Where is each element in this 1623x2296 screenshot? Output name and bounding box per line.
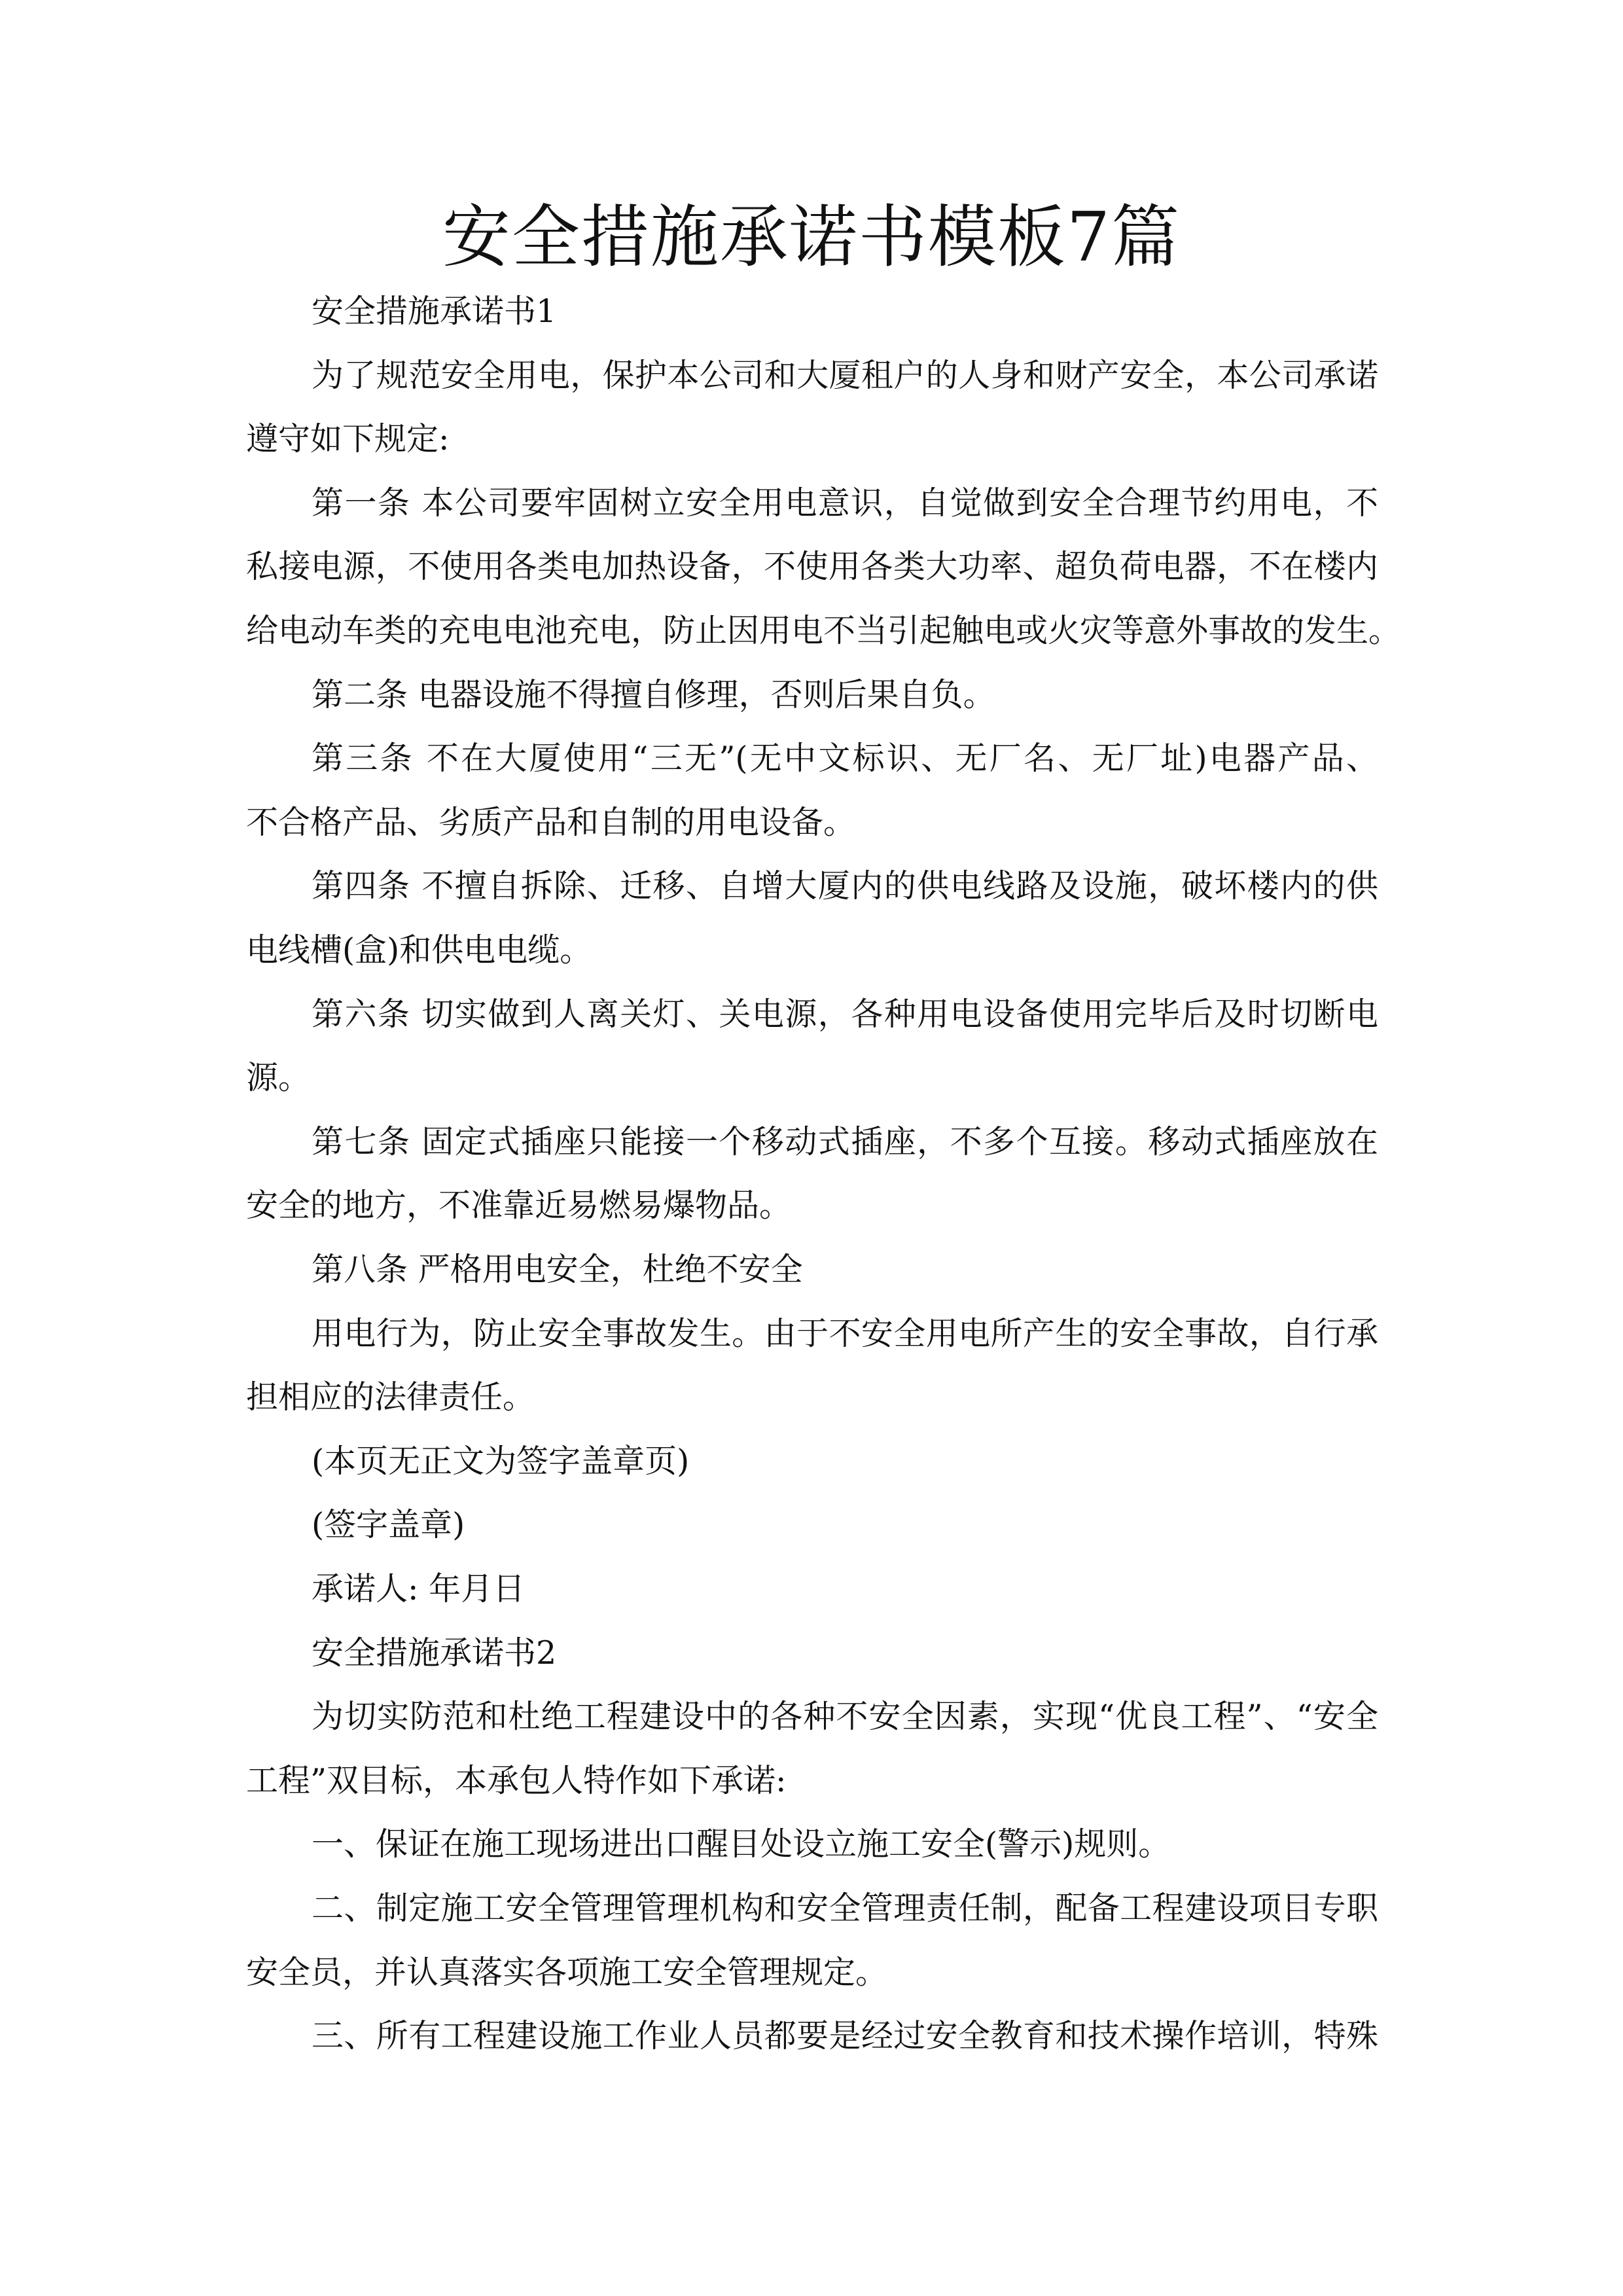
- paragraph-line: 第二条 电器设施不得擅自修理，否则后果自负。: [312, 675, 995, 713]
- paragraph-line: 电线槽(盒)和供电电缆。: [246, 931, 592, 969]
- paragraph-line: 安全员，并认真落实各项施工安全管理规定。: [246, 1953, 888, 1991]
- paragraph-line: 源。: [246, 1059, 311, 1097]
- paragraph-line: 第三条 不在大厦使用“三无”(无中文标识、无厂名、无厂址)电器产品、: [312, 740, 1378, 778]
- paragraph-line: 遵守如下规定:: [246, 420, 450, 458]
- paragraph-line: (本页无正文为签字盖章页): [312, 1442, 690, 1480]
- paragraph-line: 二、制定施工安全管理管理机构和安全管理责任制，配备工程建设项目专职: [312, 1890, 1378, 1927]
- paragraph-line: 安全措施承诺书1: [312, 293, 557, 330]
- paragraph-line: 第八条 严格用电安全，杜绝不安全: [312, 1251, 803, 1288]
- paragraph-line: 私接电源，不使用各类电加热设备，不使用各类大功率、超负荷电器，不在楼内: [246, 548, 1378, 586]
- paragraph-line: 不合格产品、劣质产品和自制的用电设备。: [246, 803, 856, 841]
- paragraph-line: 用电行为，防止安全事故发生。由于不安全用电所产生的安全事故，自行承: [312, 1314, 1378, 1352]
- paragraph-line: 第一条 本公司要牢固树立安全用电意识，自觉做到安全合理节约用电，不: [312, 484, 1378, 522]
- paragraph-line: 承诺人: 年月日: [312, 1570, 526, 1607]
- paragraph-line: 为切实防范和杜绝工程建设中的各种不安全因素，实现“优良工程”、“安全: [312, 1698, 1378, 1736]
- paragraph-line: 工程”双目标，本承包人特作如下承诺:: [246, 1761, 787, 1799]
- paragraph-line: 第四条 不擅自拆除、迁移、自增大厦内的供电线路及设施，破坏楼内的供: [312, 867, 1378, 905]
- paragraph-line: 第七条 固定式插座只能接一个移动式插座，不多个互接。移动式插座放在: [312, 1122, 1378, 1160]
- paragraph-line: 三、所有工程建设施工作业人员都要是经过安全教育和技术操作培训，特殊: [312, 2017, 1378, 2055]
- paragraph-line: 安全的地方，不准靠近易燃易爆物品。: [246, 1187, 792, 1225]
- document-title: 安全措施承诺书模板7篇: [442, 197, 1181, 277]
- paragraph-line: 为了规范安全用电，保护本公司和大厦租户的人身和财产安全，本公司承诺: [312, 356, 1378, 394]
- paragraph-line: (签字盖章): [312, 1506, 465, 1544]
- paragraph-line: 一、保证在施工现场进出口醒目处设立施工安全(警示)规则。: [312, 1825, 1171, 1863]
- paragraph-line: 安全措施承诺书2: [312, 1634, 557, 1672]
- paragraph-line: 第六条 切实做到人离关灯、关电源，各种用电设备使用完毕后及时切断电: [312, 995, 1378, 1033]
- paragraph-line: 担相应的法律责任。: [246, 1378, 535, 1416]
- paragraph-line: 给电动车类的充电电池充电，防止因用电不当引起触电或火灾等意外事故的发生。: [246, 612, 1401, 649]
